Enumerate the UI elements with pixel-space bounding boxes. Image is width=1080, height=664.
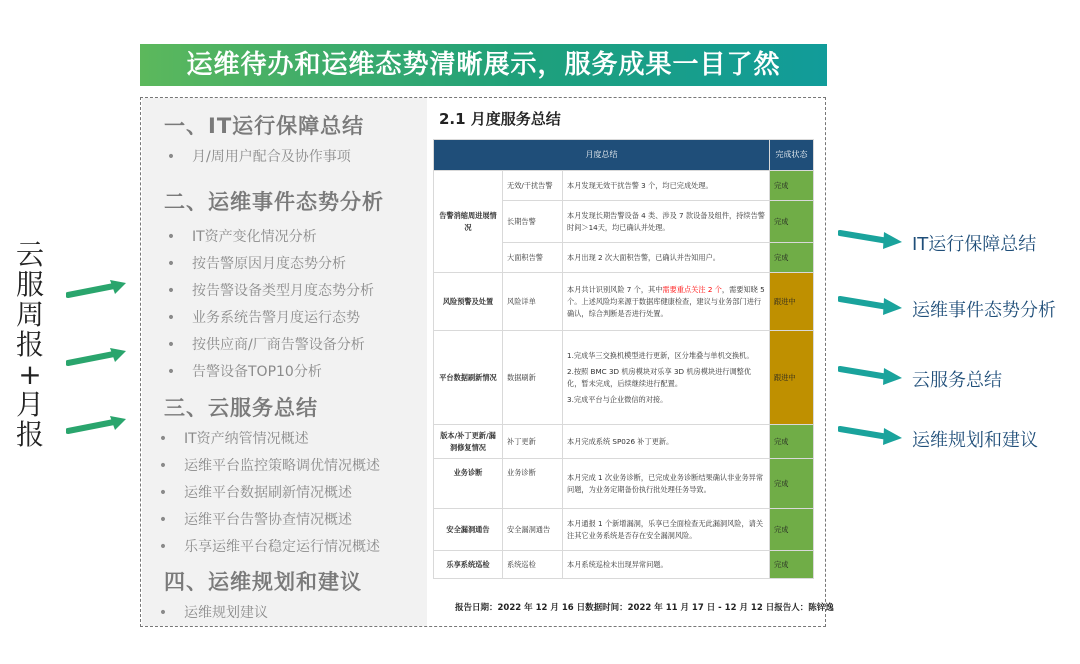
row-sub: 业务诊断 — [503, 459, 563, 509]
summary-table — [433, 139, 814, 579]
bullet: • — [158, 605, 168, 621]
row-desc: 本月完成 1 次业务诊断，已完成业务诊断结果确认非业务异常问题，为业务定期备份执行批处理任务导致。 — [563, 459, 770, 509]
table-header-row — [434, 140, 814, 171]
row-desc: 本月出现 2 次大面积告警，已确认并告知用户。 — [563, 243, 770, 273]
side-char: 服 — [15, 268, 44, 301]
toc-item: • 按告警设备类型月度态势分析 — [164, 280, 374, 300]
side-title — [10, 240, 50, 450]
row-category: 告警消缩周进展情况 — [434, 171, 503, 273]
right-label: 运维事件态势分析 — [912, 300, 1056, 321]
status-badge: 跟进中 — [770, 331, 814, 425]
right-label: 云服务总结 — [912, 370, 1002, 391]
arrow-right-icon — [838, 228, 900, 246]
table-row — [434, 551, 814, 579]
bullet: • — [158, 539, 168, 555]
table-row — [434, 331, 814, 425]
toc-item: • 乐享运维平台稳定运行情况概述 — [156, 536, 380, 556]
row-category: 安全漏洞通告 — [434, 509, 503, 551]
table-row — [434, 171, 814, 201]
toc-item: • 业务系统告警月度运行态势 — [164, 307, 360, 327]
row-desc: 本月系统巡检未出现异常问题。 — [563, 551, 770, 579]
arrow-right-icon — [838, 294, 900, 312]
status-badge: 完成 — [770, 551, 814, 579]
bullet: • — [158, 431, 168, 447]
toc-item: • 运维规划建议 — [156, 602, 268, 622]
right-label: 运维规划和建议 — [912, 430, 1038, 451]
bullet: • — [166, 337, 176, 353]
status-badge: 完成 — [770, 459, 814, 509]
row-sub: 系统巡检 — [503, 551, 563, 579]
row-desc: 本月发现长期告警设备 4 类、涉及 7 款设备及组件，持续告警时间＞14天，均已确认并处理。 — [563, 201, 770, 243]
toc-item: • IT资产变化情况分析 — [164, 226, 317, 246]
toc-section-title: 二、运维事件态势分析 — [164, 190, 384, 214]
row-category: 风险预警及处置 — [434, 273, 503, 331]
toc-section-title: 三、云服务总结 — [164, 396, 318, 420]
row-sub: 风险详单 — [503, 273, 563, 331]
toc-item: • 按告警原因月度态势分析 — [164, 253, 346, 273]
header-summary: 月度总结 — [434, 140, 770, 171]
side-char: 报 — [15, 418, 44, 451]
arrow-right-icon — [838, 424, 900, 442]
bullet: • — [158, 512, 168, 528]
row-desc: 本月通报 1 个新增漏洞，乐享已全面检查无此漏洞风险，请关注其它业务系统是否存在安全漏洞风险。 — [563, 509, 770, 551]
bullet: • — [158, 485, 168, 501]
bullet: • — [166, 149, 176, 165]
row-sub: 大面积告警 — [503, 243, 563, 273]
side-char: 报 — [15, 328, 44, 361]
bullet: • — [158, 458, 168, 474]
side-char: 周 — [15, 298, 44, 331]
arrow-right-icon — [66, 414, 128, 432]
report-document — [427, 98, 834, 626]
bullet: • — [166, 283, 176, 299]
doc-title: 2.1 月度服务总结 — [439, 110, 561, 128]
row-category: 版本/补丁更新/漏洞修复情况 — [434, 425, 503, 459]
header-status: 完成状态 — [770, 140, 814, 171]
arrow-right-icon — [66, 346, 128, 364]
side-char: 月 — [15, 388, 44, 421]
bullet: • — [166, 310, 176, 326]
right-label: IT运行保障总结 — [912, 234, 1037, 255]
status-badge: 跟进中 — [770, 273, 814, 331]
toc-item: • 按供应商/厂商告警设备分析 — [164, 334, 365, 354]
status-badge: 完成 — [770, 201, 814, 243]
table-row — [434, 273, 814, 331]
row-category: 平台数据刷新情况 — [434, 331, 503, 425]
toc-item: • 运维平台监控策略调优情况概述 — [156, 455, 380, 475]
report-footer: 报告日期：2022 年 12 月 16 日数据时间：2022 年 11 月 17 日 - 12 月 12 日报告人：陈锌逸 — [455, 603, 834, 613]
row-desc: 本月完成系统 SP026 补丁更新。 — [563, 425, 770, 459]
row-category: 业务诊断 — [434, 459, 503, 509]
status-badge: 完成 — [770, 171, 814, 201]
arrow-right-icon — [66, 278, 128, 296]
toc-panel — [142, 98, 427, 626]
arrow-right-icon — [838, 364, 900, 382]
status-badge: 完成 — [770, 243, 814, 273]
banner-title: 运维待办和运维态势清晰展示，服务成果一目了然 — [140, 44, 827, 86]
toc-item: • 运维平台数据刷新情况概述 — [156, 482, 352, 502]
table-row — [434, 425, 814, 459]
row-sub: 补丁更新 — [503, 425, 563, 459]
row-category: 乐享系统巡检 — [434, 551, 503, 579]
row-sub: 无效/干扰告警 — [503, 171, 563, 201]
bullet: • — [166, 229, 176, 245]
table-row — [434, 459, 814, 509]
toc-item: • 运维平台告警协查情况概述 — [156, 509, 352, 529]
row-desc: 本月发现无效干扰告警 3 个，均已完成处理。 — [563, 171, 770, 201]
row-desc: 本月共计识别风险 7 个，其中需要重点关注 2 个，需要知晓 5 个。上述风险均来源于数据库健康检查，建议与业务部门进行确认，综合判断是否进行处置。 — [563, 273, 770, 331]
toc-section-title: 四、运维规划和建议 — [164, 570, 362, 594]
row-desc: 1.完成华三交换机模型进行更新，区分堆叠与单机交换机。 2.按照 BMC 3D 机房模块对乐享 3D 机房模块进行调整优化，暂未完成，后续继续进行配置。 3.完成平台与企业微信的对接。 — [563, 331, 770, 425]
toc-item: • 告警设备TOP10分析 — [164, 361, 322, 381]
toc-section-title: 一、IT运行保障总结 — [164, 114, 365, 138]
table-row — [434, 509, 814, 551]
highlight-text: 需要重点关注 2 个 — [662, 284, 722, 294]
toc-item: • IT资产纳管情况概述 — [156, 428, 309, 448]
bullet: • — [166, 364, 176, 380]
side-char: + — [18, 358, 42, 391]
status-badge: 完成 — [770, 425, 814, 459]
bullet: • — [166, 256, 176, 272]
status-badge: 完成 — [770, 509, 814, 551]
row-sub: 安全漏洞通告 — [503, 509, 563, 551]
toc-item: • 月/周用户配合及协作事项 — [164, 146, 351, 166]
side-char: 云 — [15, 238, 44, 271]
row-sub: 长期告警 — [503, 201, 563, 243]
row-sub: 数据刷新 — [503, 331, 563, 425]
